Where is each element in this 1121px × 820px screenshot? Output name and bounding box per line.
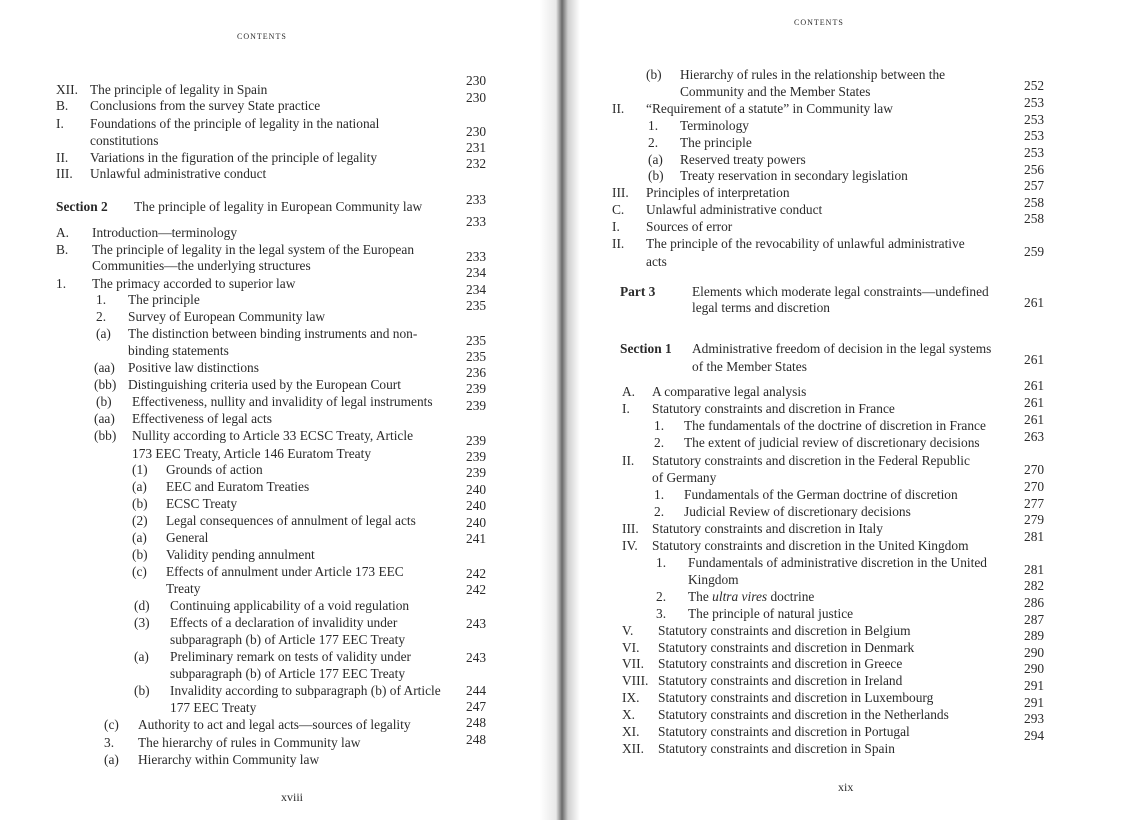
toc-entry-title: Unlawful administrative conduct xyxy=(90,166,267,181)
toc-page-number: 259 xyxy=(1024,244,1045,259)
left-page xyxy=(0,0,548,820)
toc-entry-title: A comparative legal analysis xyxy=(652,384,807,399)
toc-entry-title: Effectiveness of legal acts xyxy=(132,411,272,426)
toc-entry-number: Section 2 xyxy=(56,199,108,214)
toc-entry-number: (b) xyxy=(96,394,112,409)
toc-entry-number: II. xyxy=(56,150,69,165)
toc-entry-title: Validity pending annulment xyxy=(166,547,315,562)
toc-entry-number: A. xyxy=(56,225,70,240)
toc-entry-title: Treaty xyxy=(166,581,201,596)
toc-entry-number: 3. xyxy=(104,735,115,750)
toc-entry-number: II. xyxy=(622,453,635,468)
toc-entry-number: Part 3 xyxy=(620,284,656,299)
toc-entry-title: Invalidity according to subparagraph (b) of Article xyxy=(170,683,441,698)
toc-entry-number: I. xyxy=(56,116,64,131)
toc-page-number: 253 xyxy=(1024,128,1045,143)
toc-entry-title: Effects of a declaration of invalidity under xyxy=(170,615,398,630)
toc-entry-title: Elements which moderate legal constraints—undefined xyxy=(692,284,989,299)
toc-entry-title: Effectiveness, nullity and invalidity of legal instruments xyxy=(132,394,433,409)
toc-entry-title: Foundations of the principle of legality in the national xyxy=(90,116,380,131)
toc-entry-title: Variations in the figuration of the principle of legality xyxy=(90,150,378,165)
toc-page-number: 242 xyxy=(466,566,487,581)
toc-entry-title: Statutory constraints and discretion in Italy xyxy=(652,521,883,536)
toc-page-number: 270 xyxy=(1024,462,1045,477)
toc-entry-number: XII. xyxy=(622,741,644,756)
toc-page-number: 286 xyxy=(1024,595,1045,610)
toc-entry-title: The principle of natural justice xyxy=(688,606,854,621)
right-page xyxy=(572,0,1121,820)
toc-entry-title: The distinction between binding instruments and non- xyxy=(128,326,418,341)
toc-entry-title: Statutory constraints and discretion in Greece xyxy=(658,656,903,671)
toc-entry-number: I. xyxy=(622,401,630,416)
running-head: contents xyxy=(237,30,287,42)
toc-page-number: 261 xyxy=(1024,352,1045,367)
toc-entry-title: Unlawful administrative conduct xyxy=(646,202,823,217)
toc-entry-number: C. xyxy=(612,202,625,217)
toc-page-number: 244 xyxy=(466,683,487,698)
toc-page-number: 239 xyxy=(466,449,487,464)
toc-entry-title: Authority to act and legal acts—sources of legality xyxy=(138,717,411,732)
toc-entry-title: of the Member States xyxy=(692,359,807,374)
toc-page-number: 258 xyxy=(1024,211,1045,226)
toc-entry-number: B. xyxy=(56,98,69,113)
toc-page-number: 252 xyxy=(1024,78,1045,93)
toc-entry-title: The extent of judicial review of discretionary decisions xyxy=(684,435,980,450)
toc-entry-title: The principle xyxy=(128,292,200,307)
toc-entry-title: Hierarchy of rules in the relationship between the xyxy=(680,67,946,82)
toc-entry-title: The principle of legality in Spain xyxy=(90,82,268,97)
toc-page-number: 293 xyxy=(1024,711,1045,726)
toc-entry-title: Fundamentals of the German doctrine of discretion xyxy=(684,487,958,502)
toc-entry-number: (a) xyxy=(134,649,149,664)
toc-entry-title: The primacy accorded to superior law xyxy=(92,276,296,291)
toc-entry-title: Preliminary remark on tests of validity under xyxy=(170,649,411,664)
toc-entry-title: Distinguishing criteria used by the European Court xyxy=(128,377,401,392)
toc-page-number: 256 xyxy=(1024,162,1045,177)
toc-page-number: 241 xyxy=(466,531,487,546)
toc-entry-number: III. xyxy=(56,166,73,181)
toc-entry-number: 2. xyxy=(656,589,667,604)
toc-page-number: 235 xyxy=(466,349,487,364)
toc-page-number: 261 xyxy=(1024,295,1045,310)
toc-page-number: 261 xyxy=(1024,378,1045,393)
toc-entry-title: The principle xyxy=(680,135,752,150)
toc-entry-number: VIII. xyxy=(622,673,649,688)
toc-page-number: 233 xyxy=(466,214,487,229)
toc-entry-title: Statutory constraints and discretion in the Federal Republic xyxy=(652,453,970,468)
toc-entry-title: The hierarchy of rules in Community law xyxy=(138,735,361,750)
toc-entry-title: Statutory constraints and discretion in the Netherlands xyxy=(658,707,949,722)
toc-entry-title: acts xyxy=(646,254,667,269)
toc-entry-number: 1. xyxy=(654,487,665,502)
toc-page-number: 239 xyxy=(466,465,487,480)
toc-page-number: 257 xyxy=(1024,178,1045,193)
toc-entry-title: Statutory constraints and discretion in Portugal xyxy=(658,724,910,739)
toc-entry-number: (aa) xyxy=(94,411,115,426)
toc-entry-number: (c) xyxy=(132,564,147,579)
toc-page-number: 240 xyxy=(466,482,487,497)
toc-entry-number: IV. xyxy=(622,538,638,553)
toc-entry-number: 2. xyxy=(654,435,665,450)
toc-page-number: 232 xyxy=(466,156,487,171)
toc-page-number: 247 xyxy=(466,699,487,714)
toc-entry-number: (3) xyxy=(134,615,150,630)
toc-page-number: 287 xyxy=(1024,612,1045,627)
toc-entry-title: subparagraph (b) of Article 177 EEC Treaty xyxy=(170,632,406,647)
toc-entry-number: V. xyxy=(622,623,634,638)
toc-page-number: 279 xyxy=(1024,512,1045,527)
toc-entry-title: Continuing applicability of a void regulation xyxy=(170,598,410,613)
toc-entry-number: XI. xyxy=(622,724,640,739)
toc-page-number: 289 xyxy=(1024,628,1045,643)
toc-page-number: 291 xyxy=(1024,695,1045,710)
toc-page-number: 243 xyxy=(466,650,487,665)
toc-entry-number: A. xyxy=(622,384,636,399)
toc-entry-title: Legal consequences of annulment of legal acts xyxy=(166,513,416,528)
toc-entry-title: The principle of the revocability of unlawful administrative xyxy=(646,236,965,251)
toc-entry-title: Terminology xyxy=(680,118,749,133)
toc-entry-title: General xyxy=(166,530,209,545)
toc-page-number: 233 xyxy=(466,249,487,264)
toc-page-number: 236 xyxy=(466,365,487,380)
toc-entry-number: 1. xyxy=(648,118,659,133)
toc-entry-title: Introduction—terminology xyxy=(92,225,238,240)
toc-entry-number: (1) xyxy=(132,462,148,477)
toc-page-number: 263 xyxy=(1024,429,1045,444)
toc-entry-number: 1. xyxy=(56,276,67,291)
toc-page-number: 240 xyxy=(466,498,487,513)
toc-page-number: 291 xyxy=(1024,678,1045,693)
toc-entry-number: (b) xyxy=(134,683,150,698)
toc-entry-number: (a) xyxy=(96,326,111,341)
toc-page-number: 258 xyxy=(1024,195,1045,210)
toc-page-number: 248 xyxy=(466,732,487,747)
toc-entry-number: (b) xyxy=(132,496,148,511)
page-folio: xix xyxy=(838,780,854,794)
toc-page-number: 239 xyxy=(466,433,487,448)
toc-entry-title: The fundamentals of the doctrine of discretion in France xyxy=(684,418,986,433)
toc-entry-title: The ultra vires doctrine xyxy=(688,589,815,604)
toc-entry-number: 1. xyxy=(656,555,667,570)
toc-entry-number: III. xyxy=(612,185,629,200)
toc-entry-title: “Requirement of a statute” in Community law xyxy=(646,101,893,116)
toc-entry-number: 3. xyxy=(656,606,667,621)
toc-entry-title: Nullity according to Article 33 ECSC Treaty, Article xyxy=(132,428,414,443)
toc-entry-title: Hierarchy within Community law xyxy=(138,752,320,767)
page-folio: xviii xyxy=(281,790,304,804)
toc-page-number: 277 xyxy=(1024,496,1045,511)
toc-entry-number: (bb) xyxy=(94,428,117,443)
toc-entry-number: (b) xyxy=(648,168,664,183)
toc-entry-title: Kingdom xyxy=(688,572,739,587)
toc-entry-number: X. xyxy=(622,707,636,722)
toc-page-number: 270 xyxy=(1024,479,1045,494)
toc-entry-number: III. xyxy=(622,521,639,536)
toc-page-number: 290 xyxy=(1024,661,1045,676)
toc-entry-number: B. xyxy=(56,242,69,257)
toc-entry-title: 173 EEC Treaty, Article 146 Euratom Treaty xyxy=(132,446,372,461)
toc-page-number: 233 xyxy=(466,192,487,207)
toc-entry-title: binding statements xyxy=(128,343,229,358)
toc-entry-title: Statutory constraints and discretion in Spain xyxy=(658,741,895,756)
toc-page-number: 282 xyxy=(1024,578,1045,593)
toc-entry-number: (b) xyxy=(646,67,662,82)
toc-entry-number: Section 1 xyxy=(620,341,672,356)
toc-entry-number: (2) xyxy=(132,513,148,528)
toc-page-number: 239 xyxy=(466,398,487,413)
toc-entry-title: Statutory constraints and discretion in Belgium xyxy=(658,623,911,638)
toc-entry-title: ECSC Treaty xyxy=(166,496,238,511)
toc-page-number: 281 xyxy=(1024,562,1045,577)
toc-entry-title: Grounds of action xyxy=(166,462,263,477)
toc-entry-number: (b) xyxy=(132,547,148,562)
toc-entry-title: Statutory constraints and discretion in Denmark xyxy=(658,640,915,655)
toc-page-number: 231 xyxy=(466,140,487,155)
toc-entry-title: constitutions xyxy=(90,133,159,148)
toc-entry-title: legal terms and discretion xyxy=(692,300,830,315)
toc-page-number: 230 xyxy=(466,73,487,88)
toc-entry-title: subparagraph (b) of Article 177 EEC Treaty xyxy=(170,666,406,681)
toc-entry-title: Principles of interpretation xyxy=(646,185,790,200)
toc-page-number: 230 xyxy=(466,124,487,139)
toc-page-number: 253 xyxy=(1024,112,1045,127)
toc-entry-title: The principle of legality in European Community law xyxy=(134,199,423,214)
toc-entry-number: (a) xyxy=(648,152,663,167)
toc-entry-title: Conclusions from the survey State practice xyxy=(90,98,321,113)
toc-entry-number: (a) xyxy=(104,752,119,767)
toc-entry-number: 2. xyxy=(96,309,107,324)
toc-page-number: 235 xyxy=(466,298,487,313)
toc-entry-number: I. xyxy=(612,219,620,234)
toc-page-number: 253 xyxy=(1024,95,1045,110)
toc-page-number: 294 xyxy=(1024,728,1045,743)
toc-entry-number: (a) xyxy=(132,530,147,545)
toc-entry-title: Statutory constraints and discretion in the United Kingdom xyxy=(652,538,969,553)
toc-entry-number: (a) xyxy=(132,479,147,494)
toc-entry-title: Treaty reservation in secondary legislation xyxy=(680,168,908,183)
toc-page-number: 234 xyxy=(466,265,487,280)
toc-page-number: 235 xyxy=(466,333,487,348)
toc-entry-number: (c) xyxy=(104,717,119,732)
toc-entry-title: Effects of annulment under Article 173 EEC xyxy=(166,564,404,579)
toc-entry-title: Reserved treaty powers xyxy=(680,152,806,167)
toc-entry-number: VI. xyxy=(622,640,640,655)
toc-page-number: 239 xyxy=(466,381,487,396)
toc-entry-title: Communities—the underlying structures xyxy=(92,258,311,273)
toc-page-number: 290 xyxy=(1024,645,1045,660)
toc-page-number: 261 xyxy=(1024,395,1045,410)
toc-page-number: 253 xyxy=(1024,145,1045,160)
toc-entry-title: Sources of error xyxy=(646,219,733,234)
toc-entry-number: II. xyxy=(612,101,625,116)
toc-entry-title: Community and the Member States xyxy=(680,84,871,99)
toc-entry-title: Positive law distinctions xyxy=(128,360,259,375)
toc-entry-number: 1. xyxy=(96,292,107,307)
toc-page-number: 281 xyxy=(1024,529,1045,544)
toc-entry-number: 1. xyxy=(654,418,665,433)
toc-entry-number: XII. xyxy=(56,82,78,97)
toc-entry-title: The principle of legality in the legal system of the European xyxy=(92,242,415,257)
toc-entry-number: II. xyxy=(612,236,625,251)
toc-entry-title: Survey of European Community law xyxy=(128,309,326,324)
toc-page-number: 234 xyxy=(466,282,487,297)
toc-page-number: 242 xyxy=(466,582,487,597)
toc-page-number: 240 xyxy=(466,515,487,530)
toc-entry-number: 2. xyxy=(648,135,659,150)
toc-entry-title: Statutory constraints and discretion in Luxembourg xyxy=(658,690,934,705)
toc-entry-title: of Germany xyxy=(652,470,717,485)
toc-entry-number: (d) xyxy=(134,598,150,613)
toc-entry-title: Statutory constraints and discretion in France xyxy=(652,401,895,416)
toc-entry-number: 2. xyxy=(654,504,665,519)
toc-entry-number: (aa) xyxy=(94,360,115,375)
toc-entry-number: VII. xyxy=(622,656,644,671)
toc-entry-number: (bb) xyxy=(94,377,117,392)
toc-entry-title: Statutory constraints and discretion in Ireland xyxy=(658,673,903,688)
toc-entry-number: IX. xyxy=(622,690,640,705)
toc-page-number: 261 xyxy=(1024,412,1045,427)
toc-entry-title: EEC and Euratom Treaties xyxy=(166,479,310,494)
toc-entry-title: Administrative freedom of decision in the legal systems xyxy=(692,341,992,356)
toc-entry-title: 177 EEC Treaty xyxy=(170,700,257,715)
toc-entry-title: Judicial Review of discretionary decisions xyxy=(684,504,911,519)
toc-page-number: 243 xyxy=(466,616,487,631)
toc-page-number: 248 xyxy=(466,715,487,730)
toc-entry-title: Fundamentals of administrative discretion in the United xyxy=(688,555,987,570)
toc-page-number: 230 xyxy=(466,90,487,105)
running-head: contents xyxy=(794,16,844,28)
